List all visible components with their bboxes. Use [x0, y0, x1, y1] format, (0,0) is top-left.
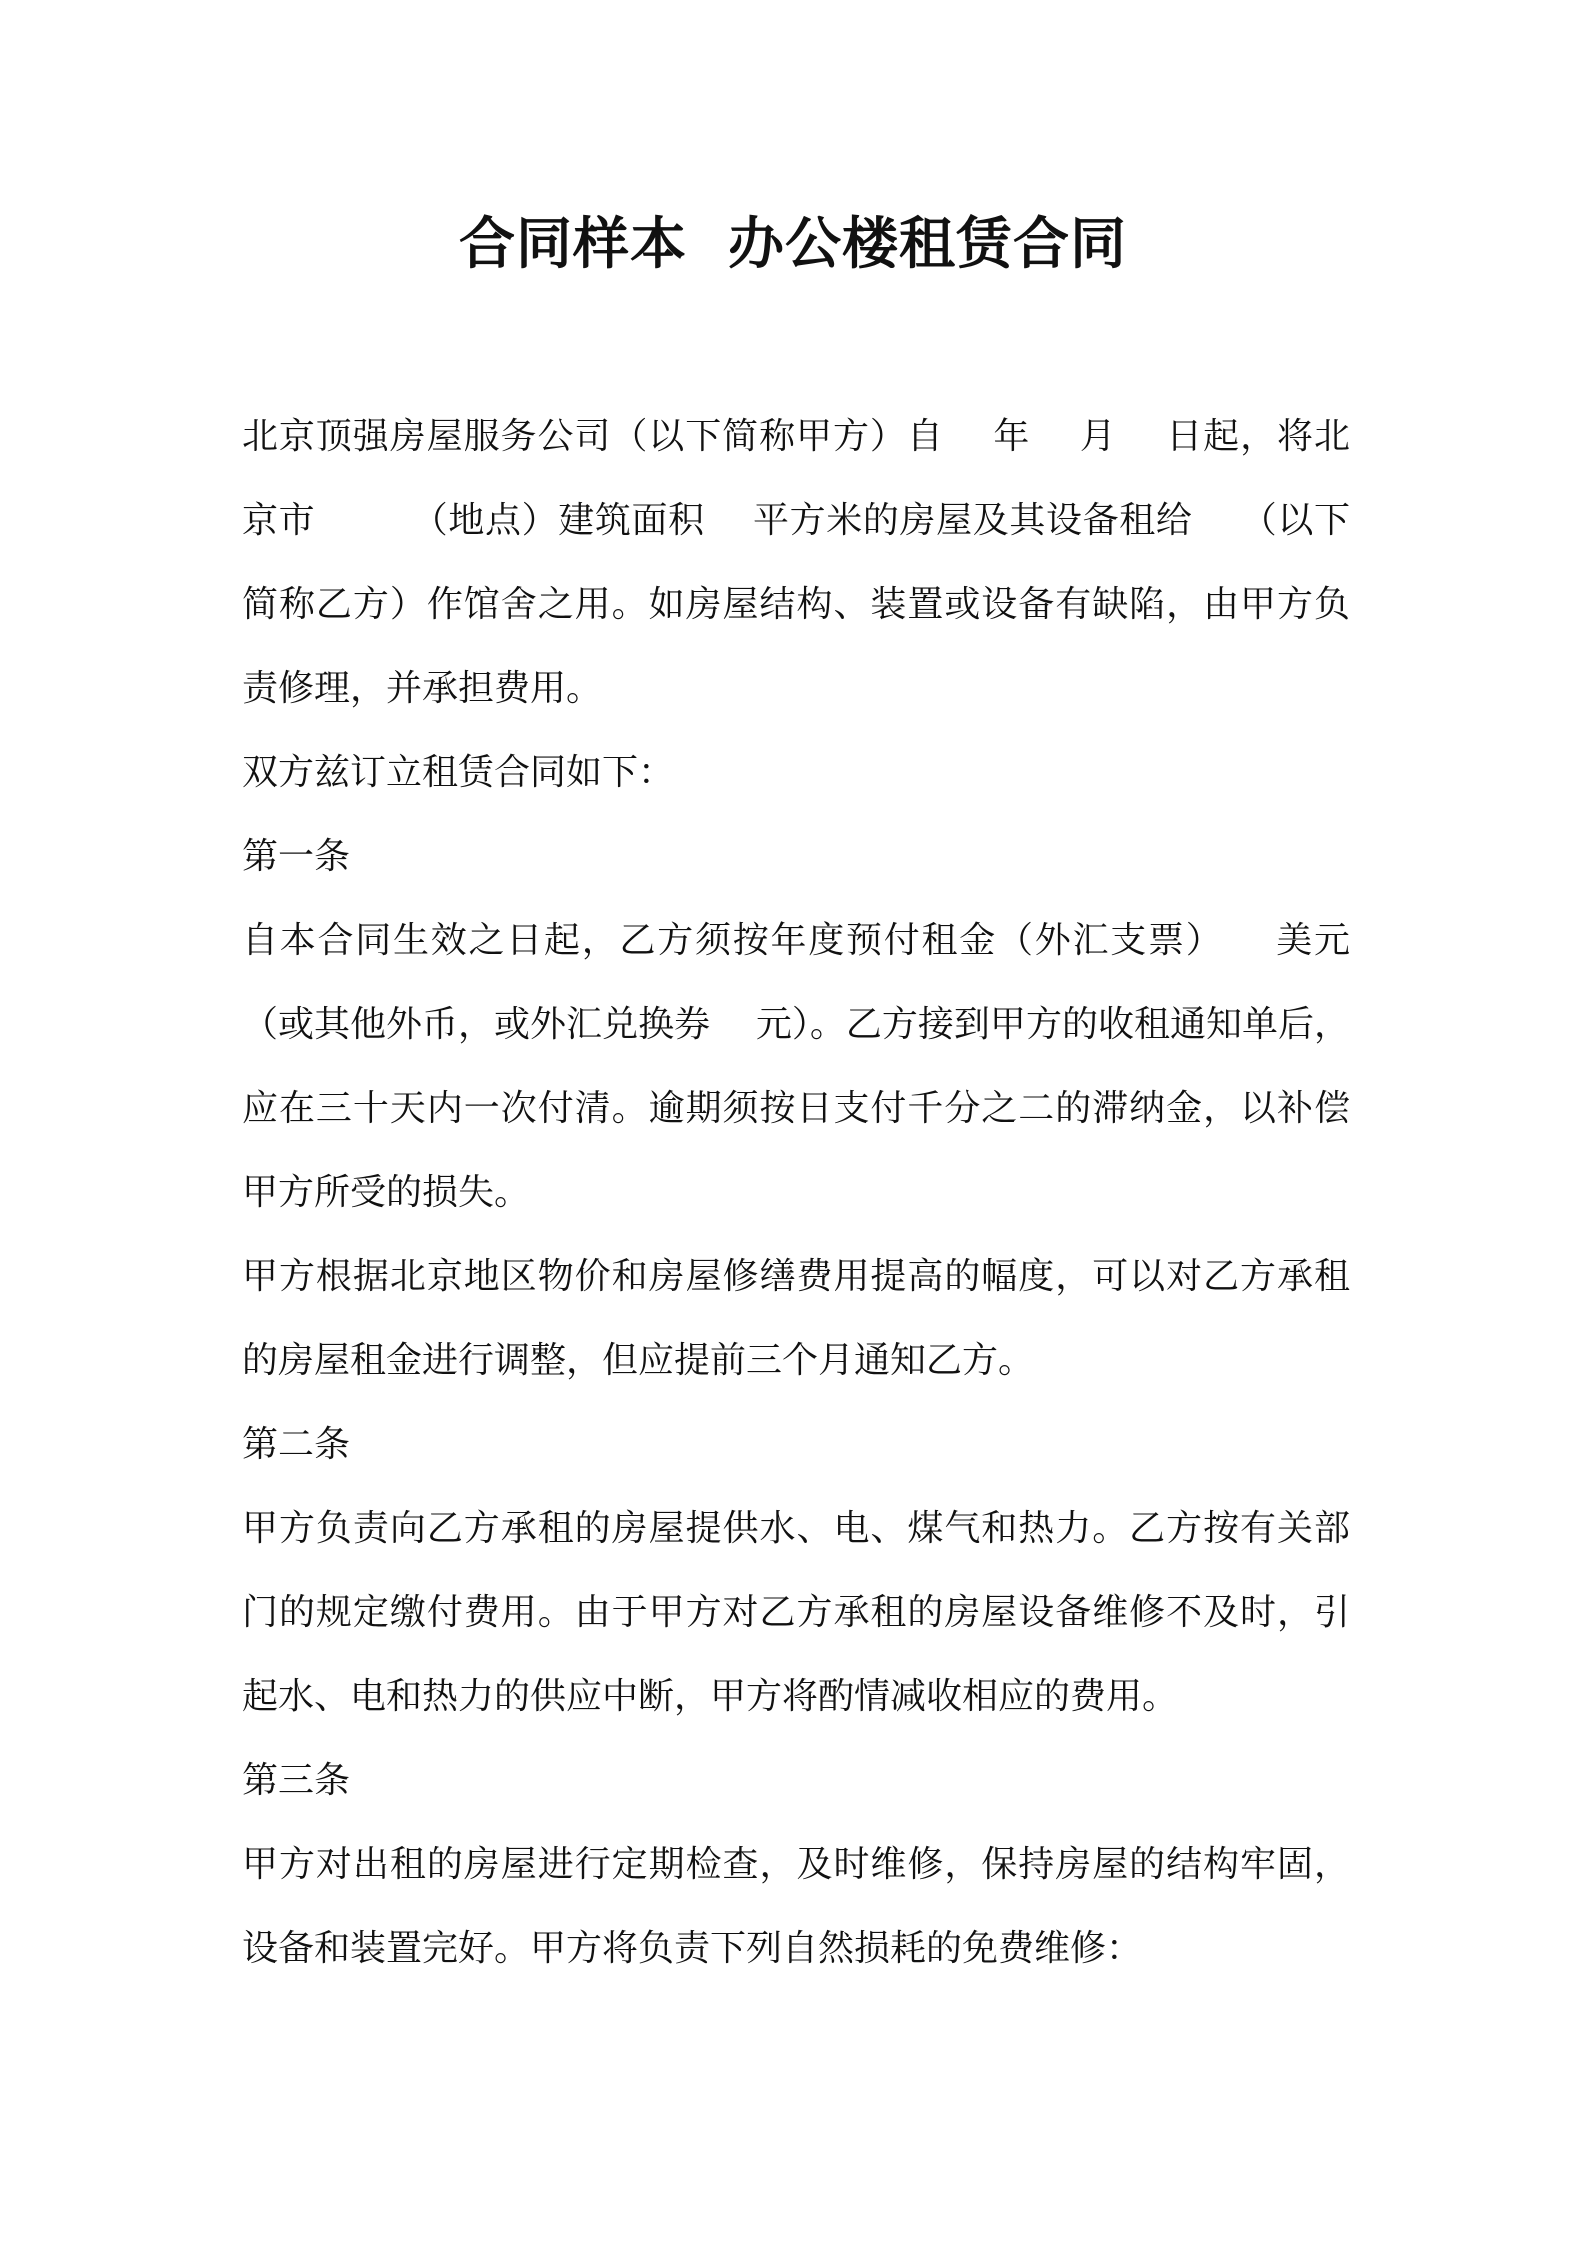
- document-body: [242, 395, 1350, 1991]
- article-3-heading: 第三条: [242, 1760, 351, 1801]
- article-1-paragraph-rent: 自本合同生效之日起，乙方须按年度预付租金（外汇支票） 美元（或其他外币，或外汇兑换券 元）。乙方接到甲方的收租通知单后，应在三十天内一次付清。逾期须按日支付千分之二的滞纳金，以补偿甲方所受的损失。: [242, 920, 1350, 1213]
- paragraph-intro: 北京顶强房屋服务公司（以下简称甲方）自 年 月 日起，将北京市 （地点）建筑面积 平方米的房屋及其设备租给 （以下简称乙方）作馆舍之用。如房屋结构、装置或设备有缺陷，由甲方负责修理，并承担费用。: [242, 416, 1350, 709]
- article-3-paragraph-maintenance: 甲方对出租的房屋进行定期检查，及时维修，保持房屋的结构牢固，设备和装置完好。甲方将负责下列自然损耗的免费维修：: [242, 1844, 1350, 1969]
- article-2-heading: 第二条: [242, 1424, 351, 1465]
- article-2-paragraph-utilities: 甲方负责向乙方承租的房屋提供水、电、煤气和热力。乙方按有关部门的规定缴付费用。由于甲方对乙方承租的房屋设备维修不及时，引起水、电和热力的供应中断，甲方将酌情减收相应的费用。: [242, 1508, 1350, 1717]
- paragraph-agreement-lead: 双方兹订立租赁合同如下：: [242, 752, 675, 793]
- article-1-heading: 第一条: [242, 836, 351, 877]
- document-title: 合同样本 办公楼租赁合同: [459, 212, 1127, 277]
- article-1-paragraph-adjustment: 甲方根据北京地区物价和房屋修缮费用提高的幅度，可以对乙方承租的房屋租金进行调整，但应提前三个月通知乙方。: [242, 1256, 1350, 1381]
